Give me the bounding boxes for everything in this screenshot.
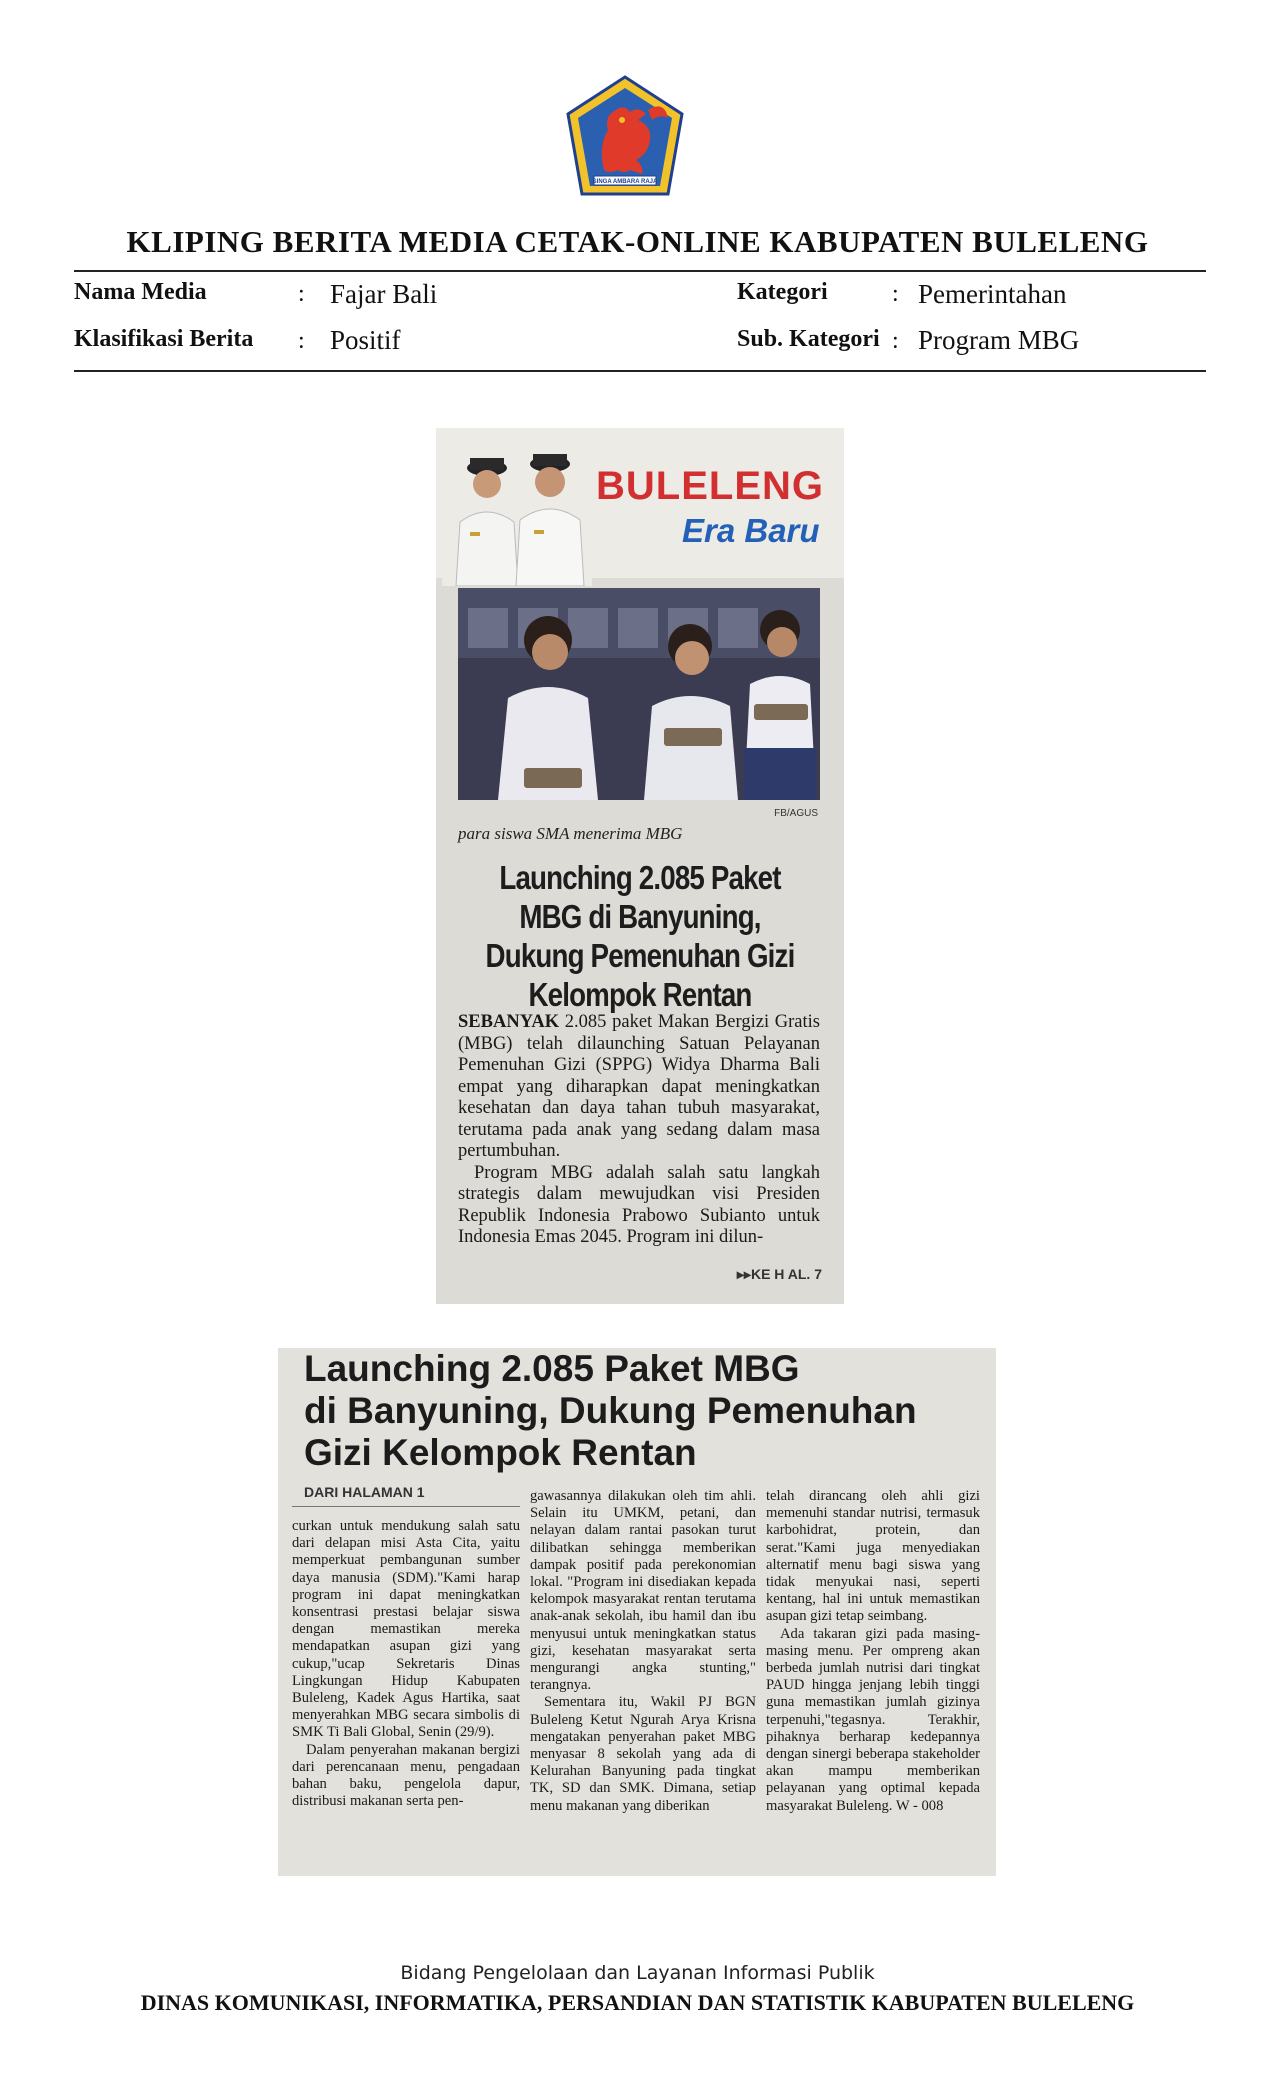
front-paragraph <box>458 1012 820 1163</box>
front-headline-line: Dukung Pemenuhan Gizi <box>485 937 795 974</box>
column-separator <box>292 1506 520 1507</box>
clipping-continuation-page <box>278 1348 996 1876</box>
top-divider <box>74 270 1206 272</box>
continue-marker: ▸▸KE H AL. 7 <box>736 1266 822 1282</box>
photo-caption: para siswa SMA menerima MBG <box>458 824 683 843</box>
footer-department: Bidang Pengelolaan dan Layanan Informasi Publik <box>400 1962 875 1984</box>
subcategory-value: Program MBG <box>918 325 1080 355</box>
continue-marker-text: KE H AL. 7 <box>750 1266 822 1282</box>
subcategory-label: Sub. Kategori <box>737 326 880 352</box>
photo-credit: FB/AGUS <box>774 808 818 819</box>
front-headline-line: Kelompok Rentan <box>528 976 752 1013</box>
article-column-1 <box>292 1518 520 1810</box>
column-paragraph: telah dirancang oleh ahli gizi memenuhi standar nutrisi, termasuk karbohidrat, protein, dan serat."Kami juga menyediakan alternatif menu bagi siswa yang tidak menyukai nasi, seperti kentang, hal ini untuk memastikan asupan gizi tetap seimbang. <box>766 1488 980 1625</box>
media-value: Fajar Bali <box>330 279 438 309</box>
continuation-headline <box>304 1348 994 1474</box>
continuation-headline-line: Launching 2.085 Paket MBG <box>304 1348 800 1389</box>
front-headline-line: MBG di Banyuning, <box>519 898 761 935</box>
column-paragraph: Ada takaran gizi pada masing-masing menu. Per ompreng akan berbeda jumlah nutrisi dari tingkat PAUD hingga jenjang lebih tinggi guna memastikan jumlah gizinya terpenuhi,"tegasnya. Terakhir, pihaknya berharap kedepannya dengan sinergi beberapa stakeholder akan mampu memberikan pelayanan yang optimal kepada masyarakat Buleleng. W - 008 <box>766 1625 980 1814</box>
front-article-body <box>458 1012 820 1249</box>
masthead-banner <box>436 428 844 578</box>
media-label: Nama Media <box>74 279 207 305</box>
masthead-subtitle: Era Baru <box>682 512 820 549</box>
subcategory-colon: : <box>892 328 899 354</box>
continuation-headline-line: Gizi Kelompok Rentan <box>304 1432 697 1473</box>
bottom-divider <box>74 370 1206 372</box>
students-receiving-meal-photo <box>458 588 820 800</box>
front-paragraph: Program MBG adalah salah satu langkah strategis dalam mewujudkan visi Presiden Republik Indonesia Prabowo Subianto untuk Indonesia Emas 2045. Program ini dilun- <box>458 1162 820 1247</box>
regency-emblem-logo <box>564 74 686 202</box>
category-value: Pemerintahan <box>918 279 1067 309</box>
document-title: KLIPING BERITA MEDIA CETAK-ONLINE KABUPATEN BULELENG <box>126 224 1149 259</box>
from-page-label: DARI HALAMAN 1 <box>304 1484 425 1500</box>
front-paragraph-text: 2.085 paket Makan Bergizi Gratis (MBG) telah dilaunching Satuan Pelayanan Pemenuhan Gizi (SPPG) Widya Dharma Bali empat yang diharapkan dapat meningkatkan kesehatan dan daya tahan tubuh masyarakat, terutama pada anak yang sedang dalam masa pertumbuhan. <box>458 1012 820 1161</box>
article-column-2 <box>530 1488 756 1815</box>
front-headline-line: Launching 2.085 Paket <box>499 859 781 896</box>
column-paragraph: curkan untuk mendukung salah satu dari delapan misi Asta Cita, yaitu memperkuat pembangunan sumber daya manusia (SDM)."Kami harap program ini dapat meningkatkan konsentrasi prestasi belajar siswa dengan memastikan mereka mendapatkan asupan gizi yang cukup,"ucap Sekretaris Dinas Lingkungan Hidup Kabupaten Buleleng, Kadek Agus Hartika, saat menyerahkan MBG secara simbolis di SMK Ti Bali Global, Senin (29/9). <box>292 1518 520 1741</box>
column-paragraph: gawasannya dilakukan oleh tim ahli. Selain itu UMKM, petani, dan nelayan dalam rantai pasokan turut dilibatkan sehingga memberikan dampak positif pada perekonomian lokal. "Program ini disediakan kepada kelompok masyarakat rentan terutama anak-anak sekolah, ibu hamil dan ibu menyusui untuk meningkatkan status gizi, kesehatan masyarakat serta mengurangi angka stunting," terangnya. <box>530 1488 756 1694</box>
category-label: Kategori <box>737 279 828 305</box>
classification-label: Klasifikasi Berita <box>74 326 254 352</box>
officials-portrait-illustration <box>442 436 592 586</box>
front-headline <box>469 858 812 1014</box>
classification-value: Positif <box>330 325 401 355</box>
category-colon: : <box>892 281 899 307</box>
media-colon: : <box>298 281 305 307</box>
column-paragraph: Sementara itu, Wakil PJ BGN Buleleng Ketut Ngurah Arya Krisna mengatakan penyerahan paket MBG menyasar 8 sekolah yang ada di Kelurahan Banyuning pada tingkat TK, SD dan SMK. Dimana, setiap menu makanan yang diberikan <box>530 1694 756 1814</box>
article-column-3 <box>766 1488 980 1815</box>
clipping-front-page <box>436 428 844 1304</box>
emblem-motto: SINGA AMBARA RAJA <box>592 179 658 185</box>
front-lead-word: SEBANYAK <box>458 1012 560 1032</box>
column-paragraph: Dalam penyerahan makanan bergizi dari perencanaan menu, pengadaan bahan baku, pengelola dapur, distribusi makanan serta pen- <box>292 1741 520 1810</box>
classification-colon: : <box>298 328 305 354</box>
masthead-title: BULELENG <box>596 464 824 508</box>
continuation-headline-line: di Banyuning, Dukung Pemenuhan <box>304 1390 917 1431</box>
footer-agency: DINAS KOMUNIKASI, INFORMATIKA, PERSANDIAN DAN STATISTIK KABUPATEN BULELENG <box>140 1990 1135 2015</box>
